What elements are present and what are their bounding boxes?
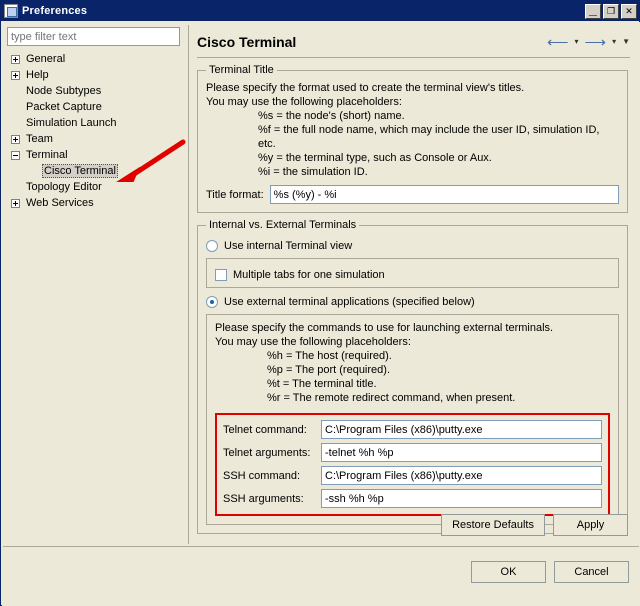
sidebar-item-label: General <box>26 53 66 65</box>
cancel-button[interactable]: Cancel <box>554 561 629 583</box>
page-nav-controls <box>547 35 630 50</box>
sidebar-item-simulation-launch[interactable] <box>7 115 182 131</box>
ssh-command-input[interactable] <box>321 466 602 485</box>
sidebar-item-label: Terminal <box>26 149 68 161</box>
title-format-input[interactable] <box>270 185 619 204</box>
terminal-title-group-label: Terminal Title <box>206 64 277 76</box>
filter-input[interactable] <box>7 27 180 46</box>
application-icon <box>4 4 18 18</box>
telnet-command-input[interactable] <box>321 420 602 439</box>
external-placeholder-0: %h = The host (required). <box>267 350 392 362</box>
back-arrow-icon[interactable]: ⟵ <box>547 33 569 51</box>
forward-arrow-icon[interactable]: ⟶ <box>584 33 607 51</box>
maximize-button[interactable] <box>603 4 619 19</box>
checkbox-multiple-tabs[interactable] <box>215 269 610 281</box>
external-description-1: Please specify the commands to use for launching external terminals. <box>215 322 554 334</box>
no-expand-icon <box>11 87 20 96</box>
ssh-arguments-row <box>223 489 602 508</box>
pane-splitter[interactable] <box>183 27 187 544</box>
radio-icon[interactable] <box>206 240 218 252</box>
radio-use-internal-terminal-label: Use internal Terminal view <box>224 240 353 252</box>
sidebar-item-general[interactable] <box>7 51 182 67</box>
sidebar-item-team[interactable] <box>7 131 182 147</box>
page-title: Cisco Terminal <box>197 34 297 50</box>
collapse-icon[interactable] <box>11 151 20 160</box>
preferences-detail-pane <box>188 25 636 544</box>
sidebar-item-node-subtypes[interactable] <box>7 83 182 99</box>
sidebar-item-help[interactable] <box>7 67 182 83</box>
radio-use-external-terminal[interactable] <box>206 296 619 308</box>
sidebar-item-label: Web Services <box>26 197 94 209</box>
sidebar-item-label: Team <box>26 133 53 145</box>
external-placeholder-2: %t = The terminal title. <box>267 378 377 390</box>
sidebar-item-cisco-terminal[interactable] <box>7 163 182 179</box>
no-expand-icon <box>11 103 20 112</box>
page-header <box>189 25 636 55</box>
window-title: Preferences <box>22 5 88 17</box>
pane-action-buttons <box>441 514 628 536</box>
telnet-arguments-input[interactable] <box>321 443 602 462</box>
no-expand-icon <box>11 119 20 128</box>
terminal-title-placeholder-0: %s = the node's (short) name. <box>258 110 405 122</box>
minimize-icon: _ <box>589 0 597 17</box>
ssh-arguments-label: SSH arguments: <box>223 492 304 505</box>
expand-icon[interactable] <box>11 135 20 144</box>
sidebar-item-label: Cisco Terminal <box>44 165 116 177</box>
title-format-label: Title format: <box>206 188 264 201</box>
external-placeholder-3: %r = The remote redirect command, when present. <box>267 392 516 404</box>
header-divider <box>197 57 630 58</box>
maximize-icon: ❐ <box>606 5 616 16</box>
preferences-tree <box>7 51 182 211</box>
sidebar-item-label: Help <box>26 69 49 81</box>
terminal-title-description-2: You may use the following placeholders: <box>206 96 402 108</box>
back-dropdown-caret-icon[interactable]: ▾ <box>574 37 579 46</box>
title-bar <box>1 1 639 21</box>
sidebar-item-label: Topology Editor <box>26 181 102 193</box>
sidebar-item-label: Node Subtypes <box>26 85 102 97</box>
internal-external-group-label: Internal vs. External Terminals <box>206 219 359 231</box>
ssh-command-label: SSH command: <box>223 469 301 482</box>
external-commands-highlight <box>215 413 610 516</box>
external-description-2: You may use the following placeholders: <box>215 336 411 348</box>
no-expand-icon <box>11 183 20 192</box>
preferences-sidebar <box>7 27 182 544</box>
close-icon: ✕ <box>625 5 633 16</box>
radio-use-internal-terminal[interactable] <box>206 240 619 252</box>
telnet-command-label: Telnet command: <box>223 423 307 436</box>
minimize-button[interactable] <box>585 0 601 19</box>
radio-use-external-terminal-label: Use external terminal applications (specified below) <box>224 296 475 308</box>
sidebar-item-web-services[interactable] <box>7 195 182 211</box>
ssh-command-row <box>223 466 602 485</box>
telnet-arguments-label: Telnet arguments: <box>223 446 311 459</box>
ssh-arguments-input[interactable] <box>321 489 602 508</box>
checkbox-icon[interactable] <box>215 269 227 281</box>
dialog-footer <box>3 546 639 605</box>
page-menu-caret-icon[interactable]: ▼ <box>622 37 630 46</box>
restore-defaults-button[interactable]: Restore Defaults <box>441 514 545 536</box>
terminal-title-description-1: Please specify the format used to create the terminal view's titles. <box>206 82 525 94</box>
telnet-arguments-row <box>223 443 602 462</box>
sidebar-item-label: Packet Capture <box>26 101 102 113</box>
external-terminal-box <box>206 314 619 525</box>
no-expand-icon <box>29 167 38 176</box>
dialog-content <box>2 22 640 606</box>
terminal-title-placeholder-3: %i = the simulation ID. <box>258 166 368 178</box>
expand-icon[interactable] <box>11 71 20 80</box>
window-controls <box>585 0 637 19</box>
terminal-title-group <box>197 64 628 213</box>
apply-button[interactable]: Apply <box>553 514 628 536</box>
sidebar-item-terminal[interactable] <box>7 147 182 163</box>
sidebar-item-topology-editor[interactable] <box>7 179 182 195</box>
telnet-command-row <box>223 420 602 439</box>
sidebar-item-packet-capture[interactable] <box>7 99 182 115</box>
title-format-row <box>206 185 619 204</box>
dialog-footer-buttons <box>471 561 629 583</box>
terminal-title-placeholder-2: %y = the terminal type, such as Console or Aux. <box>258 152 492 164</box>
sidebar-item-label: Simulation Launch <box>26 117 117 129</box>
multiple-tabs-box <box>206 258 619 288</box>
checkbox-multiple-tabs-label: Multiple tabs for one simulation <box>233 269 385 281</box>
radio-icon[interactable] <box>206 296 218 308</box>
ok-button[interactable]: OK <box>471 561 546 583</box>
terminal-title-placeholder-1: %f = the full node name, which may include the user ID, simulation ID, etc. <box>258 124 600 150</box>
external-placeholder-1: %p = The port (required). <box>267 364 390 376</box>
expand-icon[interactable] <box>11 199 20 208</box>
forward-dropdown-caret-icon[interactable]: ▾ <box>612 37 617 46</box>
close-button[interactable] <box>621 4 637 19</box>
internal-external-group <box>197 219 628 534</box>
expand-icon[interactable] <box>11 55 20 64</box>
